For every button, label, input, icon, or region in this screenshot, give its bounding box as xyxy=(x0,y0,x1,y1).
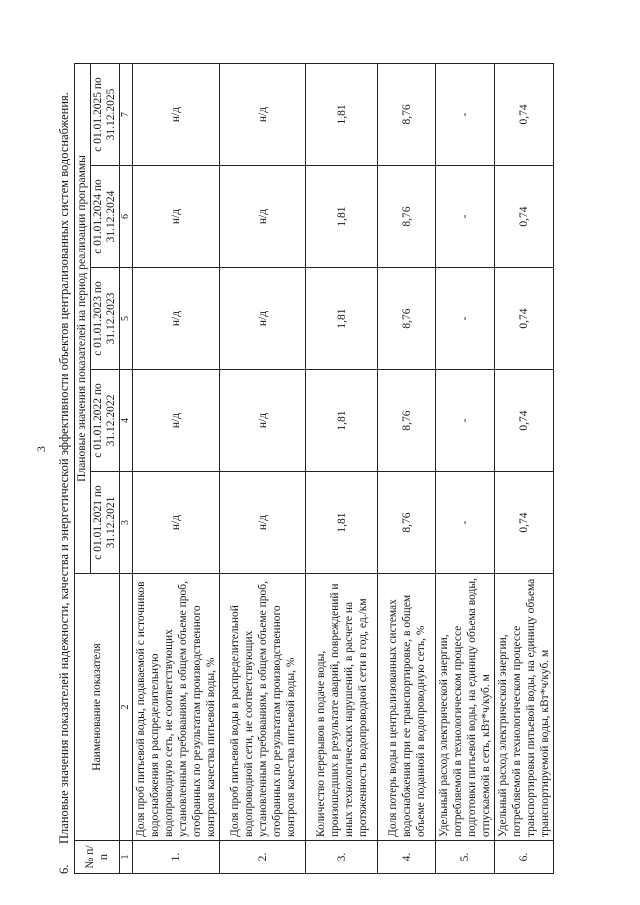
indicator-value: н/д xyxy=(220,472,306,574)
indicator-value: - xyxy=(436,268,495,370)
column-number: 5 xyxy=(120,268,133,370)
indicator-name: Удельный расход электрической энергии, потребляемой в технологическом процессе транспортировки питьевой воды, на единицу объема транспортируемой воды, кВт*ч/куб. м xyxy=(495,574,554,841)
indicator-value: н/д xyxy=(133,63,220,165)
indicator-value: н/д xyxy=(133,370,220,472)
section-title: Плановые значения показателей надежности, качества и энергетической эффективности объектов централизованных систем водоснабжения. xyxy=(57,92,71,844)
header-period: с 01.01.2025 по 31.12.2025 xyxy=(91,63,120,165)
indicator-value: 1,81 xyxy=(306,268,378,370)
indicator-name: Доля проб питьевой воды в распределительной водопроводной сети, не соответствующих установленным требованиям, в общем объеме проб, отобранных по результатам производственного контроля качества питьевой воды, % xyxy=(220,574,306,841)
row-number: 3. xyxy=(306,841,378,874)
indicator-value: 1,81 xyxy=(306,63,378,165)
indicator-value: 8,76 xyxy=(378,63,436,165)
table-row xyxy=(306,63,378,873)
indicator-value: 8,76 xyxy=(378,370,436,472)
indicator-value: - xyxy=(436,63,495,165)
header-group: Плановые значения показателей на период реализации программы xyxy=(75,63,91,573)
indicator-value: н/д xyxy=(220,166,306,268)
indicator-name: Доля потерь воды в централизованных системах водоснабжения при ее транспортировке, в общем объеме поданной в водопроводную сеть, % xyxy=(378,574,436,841)
header-period: с 01.01.2024 по 31.12.2024 xyxy=(91,166,120,268)
section-heading xyxy=(56,64,72,874)
indicator-value: н/д xyxy=(133,472,220,574)
table-row xyxy=(436,63,495,873)
indicator-value: н/д xyxy=(220,63,306,165)
indicator-value: 0,74 xyxy=(495,472,554,574)
indicator-value: 1,81 xyxy=(306,472,378,574)
indicator-value: 1,81 xyxy=(306,370,378,472)
indicator-value: 0,74 xyxy=(495,166,554,268)
indicator-name: Количество перерывов в подаче воды, произошедших в результате аварий, повреждений и иных технологических нарушений, в расчете на протяженность водопроводной сети в год, ед./км xyxy=(306,574,378,841)
indicator-name: Доля проб питьевой воды, подаваемой с источников водоснабжения в распределительную водопроводную сеть, не соответствующих установленным требованиям, в общем объеме проб, отобранных по результатам производственного контроля качества питьевой воды, % xyxy=(133,574,220,841)
column-number: 3 xyxy=(120,472,133,574)
row-number: 1. xyxy=(133,841,220,874)
indicator-value: - xyxy=(436,166,495,268)
row-number: 6. xyxy=(495,841,554,874)
indicator-value: 8,76 xyxy=(378,166,436,268)
indicator-value: н/д xyxy=(133,166,220,268)
indicator-value: 1,81 xyxy=(306,166,378,268)
column-number: 1 xyxy=(120,841,133,874)
indicator-name: Удельный расход электрической энергии, потребляемой в технологическом процессе подготовки питьевой воды, на единицу объема воды, отпускаемой в сеть, кВт*ч/куб. м xyxy=(436,574,495,841)
table-row xyxy=(133,63,220,873)
table-row xyxy=(220,63,306,873)
column-number: 6 xyxy=(120,166,133,268)
page-number: 3 xyxy=(34,446,48,452)
header-row-1 xyxy=(75,63,91,873)
indicator-value: н/д xyxy=(220,268,306,370)
column-number: 4 xyxy=(120,370,133,472)
header-period: с 01.01.2021 по 31.12.2021 xyxy=(91,472,120,574)
indicator-value: 0,74 xyxy=(495,63,554,165)
header-num: № п/п xyxy=(75,841,120,874)
indicator-value: - xyxy=(436,370,495,472)
rotated-page-content xyxy=(56,64,554,874)
header-period: с 01.01.2023 по 31.12.2023 xyxy=(91,268,120,370)
indicators-table xyxy=(74,63,554,874)
indicator-value: 0,74 xyxy=(495,370,554,472)
column-number-row xyxy=(120,63,133,873)
indicator-value: н/д xyxy=(220,370,306,472)
row-number: 5. xyxy=(436,841,495,874)
section-number: 6. xyxy=(57,864,71,874)
table-row xyxy=(495,63,554,873)
header-name: Наименование показателя xyxy=(75,574,120,841)
table-row xyxy=(378,63,436,873)
indicator-value: - xyxy=(436,472,495,574)
indicator-value: 8,76 xyxy=(378,472,436,574)
column-number: 2 xyxy=(120,574,133,841)
indicator-value: 8,76 xyxy=(378,268,436,370)
column-number: 7 xyxy=(120,63,133,165)
row-number: 2. xyxy=(220,841,306,874)
indicator-value: н/д xyxy=(133,268,220,370)
indicator-value: 0,74 xyxy=(495,268,554,370)
header-period: с 01.01.2022 по 31.12.2022 xyxy=(91,370,120,472)
row-number: 4. xyxy=(378,841,436,874)
